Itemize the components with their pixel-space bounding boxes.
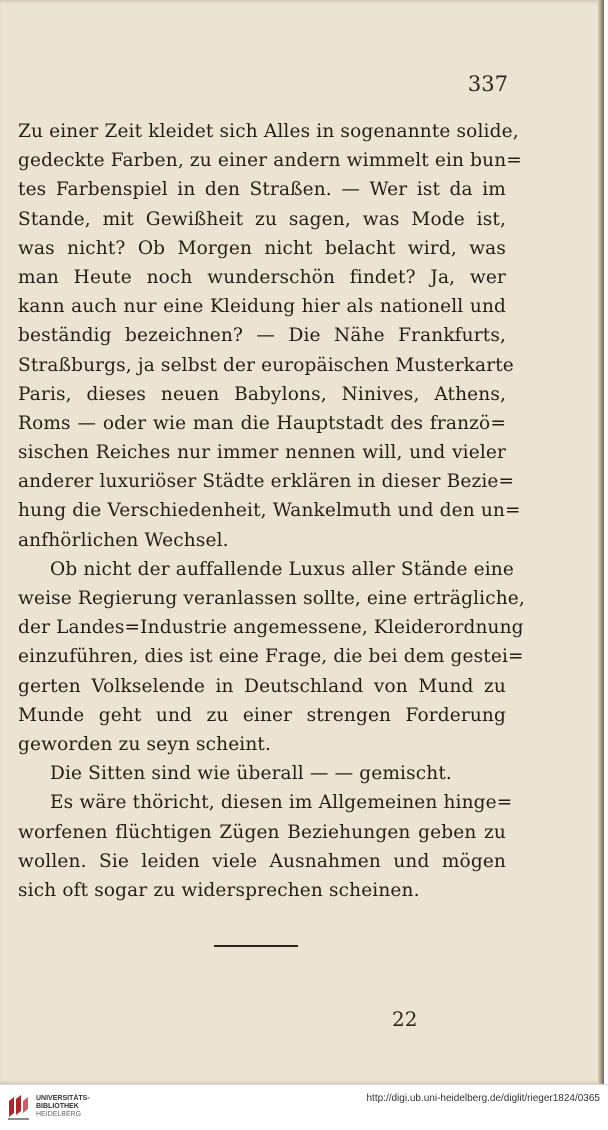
page-edge-shadow: [598, 0, 604, 1084]
page-number: 337: [467, 72, 508, 96]
text-line: geworden zu seyn scheint.: [18, 733, 272, 755]
text-line: anderer luxuriöser Städte erklären in dieser Bezie=: [18, 471, 515, 493]
text-line: anfhörlichen Wechsel.: [18, 529, 229, 551]
text-line: einzuführen, dies ist eine Frage, die bei dem gestei=: [18, 646, 524, 668]
section-divider: [214, 945, 298, 947]
text-line: man Heute noch wunderschön findet? Ja, wer: [18, 266, 506, 288]
text-line: Es wäre thöricht, diesen im Allgemeinen hinge=: [50, 792, 513, 814]
text-line: sich oft sogar zu widersprechen scheinen.: [18, 879, 420, 901]
text-line: der Landes=Industrie angemessene, Kleiderordnung: [18, 617, 524, 639]
text-line: Stande, mit Gewißheit zu sagen, was Mode ist,: [18, 208, 506, 230]
library-name-line: BIBLIOTHEK: [36, 1103, 79, 1110]
text-line: Roms — oder wie man die Hauptstadt des franzö=: [18, 412, 506, 434]
text-line: beständig bezeichnen? — Die Nähe Frankfurts,: [18, 325, 506, 347]
library-name-line: UNIVERSITÄTS-: [36, 1095, 90, 1102]
text-line: Ob nicht der auffallende Luxus aller Stände eine: [50, 558, 514, 580]
text-line: gerten Volkselende in Deutschland von Mund zu: [18, 675, 506, 697]
text-line: Munde geht und zu einer strengen Forderung: [18, 704, 506, 726]
text-line: Straßburgs, ja selbst der europäischen Musterkarte: [18, 354, 514, 376]
text-line: tes Farbenspiel in den Straßen. — Wer ist da im: [18, 179, 506, 201]
text-line: gedeckte Farben, zu einer andern wimmelt ein bun=: [18, 150, 522, 172]
text-line: kann auch nur eine Kleidung hier als nationell und: [18, 296, 506, 318]
text-line: Die Sitten sind wie überall — — gemischt.: [50, 763, 452, 785]
text-line: Zu einer Zeit kleidet sich Alles in sogenannte solide,: [18, 121, 519, 142]
text-line: wollen. Sie leiden viele Ausnahmen und mögen: [18, 850, 506, 872]
library-name-line: HEIDELBERG: [36, 1111, 82, 1118]
text-line: hung die Verschiedenheit, Wankelmuth und den un=: [18, 500, 521, 522]
signature-mark: 22: [392, 1007, 418, 1031]
text-line: worfenen flüchtigen Zügen Beziehungen geben zu: [18, 821, 506, 843]
library-footer: [0, 1084, 608, 1130]
library-name[interactable]: [36, 1095, 90, 1119]
library-logo-icon[interactable]: [6, 1093, 32, 1121]
source-url-link[interactable]: http://digi.ub.uni-heidelberg.de/diglit/rieger1824/0365: [366, 1093, 600, 1104]
text-line: sischen Reiches nur immer nennen will, und vieler: [18, 442, 506, 464]
text-line: weise Regierung veranlassen sollte, eine erträgliche,: [18, 588, 525, 609]
text-line: was nicht? Ob Morgen nicht belacht wird, was: [18, 237, 506, 259]
text-line: Paris, dieses neuen Babylons, Ninives, Athens,: [18, 383, 506, 405]
page-body-text: [18, 117, 525, 905]
